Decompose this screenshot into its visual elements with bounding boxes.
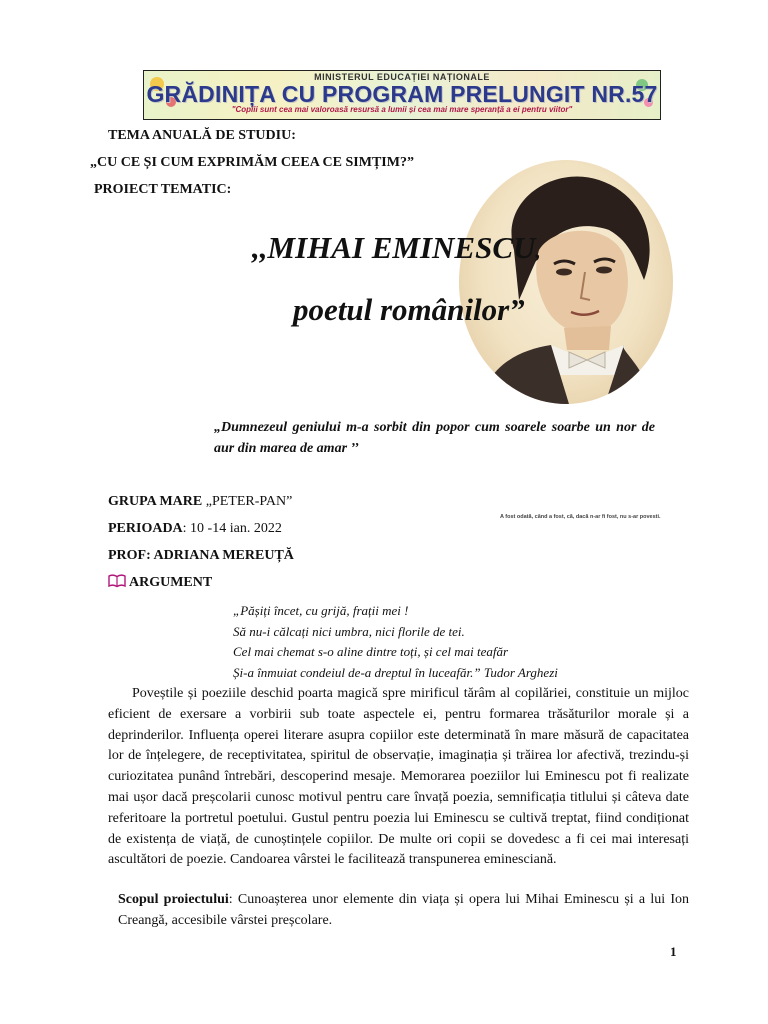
period-line: [108, 521, 282, 537]
eminescu-quote: „Dumnezeul geniului m-a sorbit din popor cum soarele soarbe un nor de aur din marea de amar ’’: [214, 420, 655, 456]
school-banner: [143, 70, 661, 120]
book-icon: [108, 574, 126, 593]
group-label: GRUPA MARE: [108, 494, 203, 509]
group-line: [108, 494, 292, 510]
thematic-project-label: PROIECT TEMATIC:: [94, 182, 232, 197]
poem-line: Și-a înmuiat condeiul de-a dreptul în luceafăr.” Tudor Arghezi: [233, 664, 558, 680]
project-title-line2: poetul românilor”: [293, 292, 525, 327]
poem-line: Cel mai chemat s-o aline dintre toți, și cel mai teafăr: [233, 644, 509, 659]
scope-text: : Cunoașterea unor elemente din viața și opera lui Mihai Eminescu și a lui Ion Creangă, accesibile vârstei preșcolare.: [118, 892, 689, 928]
title-opening-quote: ,,: [252, 230, 268, 265]
banner-ministry: MINISTERUL EDUCAȚIEI NAȚIONALE: [314, 72, 490, 82]
eminescu-portrait: [459, 160, 673, 404]
title-comma: ,: [535, 238, 541, 263]
page-number: 1: [670, 944, 677, 959]
project-scope: [118, 889, 689, 931]
argument-text: Poveștile și poeziile deschid poarta magică spre mirificul tărâm al copilăriei, constituie un mijloc eficient de exersare a vorbirii sub toate aspectele ei, pentru formarea trăsăturilor morale și a deprinderilor. Influența operei literare asupra copiilor este determinată în mare măsură de capacitatea lor de înțelegere, de receptivitatea, spiritul de observație, imaginația și trăirea lor afectivă, trezindu-și curiozitatea punând întrebări, descoperind mesaje. Memorarea poeziilor lui Eminescu pot fi realizate mai ușor dacă preșcolarii cunosc motivul pentru care învață poezia, semnificația titlului și câteva date referitoare la portretul poetului. Gustul pentru poezia lui Eminescu se cultivă treptat, fiind condiționat de existența de viață, de cunoștințele copiilor. De multe ori copii se dovedesc a fi cei mai interesați ascultători de poezie. Candoarea vârstei le facilitează transpunerea eminesciană.: [108, 686, 689, 868]
argument-label: ARGUMENT: [129, 575, 213, 590]
scope-label: Scopul proiectului: [118, 892, 229, 907]
argument-paragraph: [108, 684, 689, 871]
annual-theme-label: TEMA ANUALĂ DE STUDIU:: [108, 128, 296, 143]
annual-theme-title: „CU CE ȘI CUM EXPRIMĂM CEEA CE SIMȚIM?”: [90, 155, 414, 170]
title-name: MIHAI EMINESCU: [267, 230, 536, 265]
banner-motto: "Copiii sunt cea mai valoroasă resursă a lumii și cea mai mare speranță a ei pentru viitor": [231, 105, 573, 114]
arghezi-poem: [233, 601, 558, 683]
poem-line: Să nu-i călcați nici umbra, nici florile de tei.: [233, 623, 465, 639]
side-note: A fost odată, când a fost, că, dacă n-ar fi fost, nu s-ar povesti.: [500, 514, 661, 520]
period-value: : 10 -14 ian. 2022: [182, 521, 282, 536]
argument-heading: [108, 574, 212, 593]
banner-school-name: GRĂDINIȚA CU PROGRAM PRELUNGIT NR.57: [146, 81, 658, 107]
poem-line: „Pășiți încet, cu grijă, frații mei !: [233, 603, 409, 618]
project-title-line1: [252, 230, 541, 266]
teacher-name: PROF: ADRIANA MEREUȚĂ: [108, 548, 294, 563]
portrait-illustration: [459, 160, 673, 404]
period-label: PERIOADA: [108, 521, 183, 536]
group-value: „PETER-PAN”: [202, 494, 293, 509]
